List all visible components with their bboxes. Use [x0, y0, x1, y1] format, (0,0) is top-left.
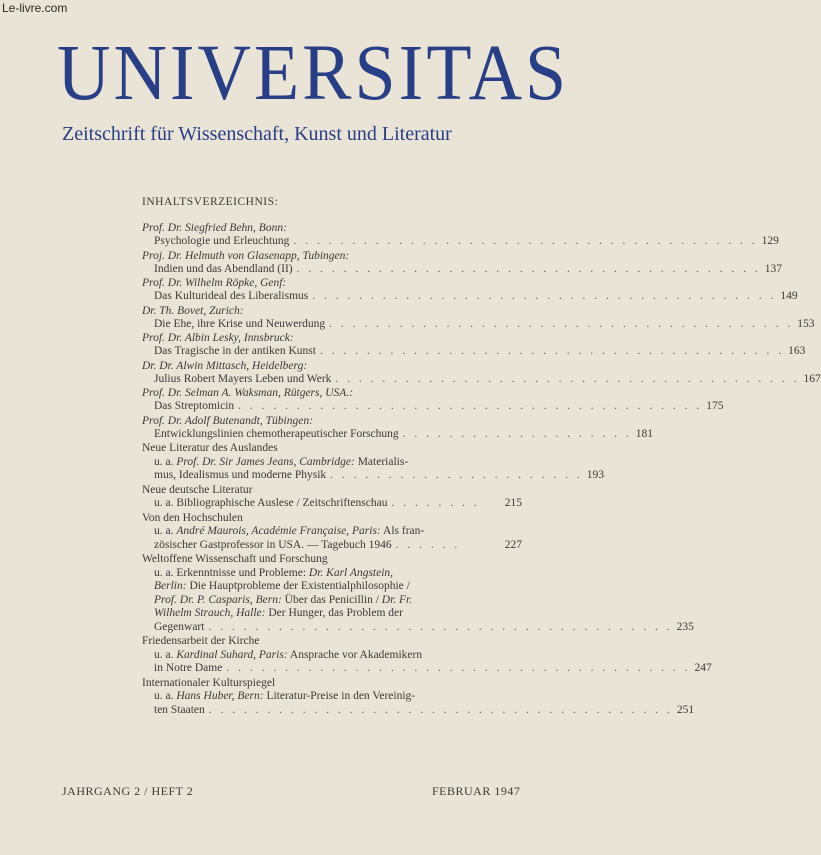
section-text: Literatur-Preise in den Vereinig-	[263, 690, 416, 702]
section-text: Gegenwart	[154, 620, 205, 633]
issue-date: FEBRUAR 1947	[432, 784, 521, 798]
section-heading: Neue Literatur des Auslandes	[142, 442, 278, 454]
entry-author: Prof. Dr. Wilhelm Röpke, Genf:	[142, 277, 287, 289]
section-text: Die Hauptprobleme der Existentialphilosophie /	[186, 580, 410, 592]
entry-page: 129	[761, 235, 779, 247]
toc-entry: Prof. Dr. Siegfried Behn, Bonn: Psychologie und Erleuchtung . . . . . . . . . . . . . . . . . . . . . . . . . . . . . . . . . . . . . . . . 129	[142, 222, 779, 247]
watermark: Le-livre.com	[2, 1, 68, 15]
entry-title: Das Streptomicin	[154, 400, 235, 412]
toc-entry: Proj. Dr. Helmuth von Glasenapp, Tubingen: Indien und das Abendland (II) . . . . . . . . . . . . . . . . . . . . . . . . . . . . . . . . . . . . . . . . 137	[142, 249, 782, 275]
section-heading: Weltoffene Wissenschaft und Forschung	[142, 553, 328, 565]
entry-title: Indien und das Abendland (II)	[154, 262, 293, 275]
entry-page: 181	[635, 427, 654, 440]
toc-heading: INHALTSVERZEICHNIS:	[142, 196, 279, 208]
toc-entry: Dr. Dr. Alwin Mittasch, Heidelberg: Julius Robert Mayers Leben und Werk . . . . . . . . . . . . . . . . . . . . . . . . . . . . . . . . . . . . . . . . 167	[142, 359, 821, 385]
toc-entry: Dr. Th. Bovet, Zurich: Die Ehe, ihre Krise und Neuwerdung . . . . . . . . . . . . . . . . . . . . . . . . . . . . . . . . . . . . . . . . 153	[142, 304, 815, 330]
entry-author: Prof. Dr. Siegfried Behn, Bonn:	[142, 222, 287, 234]
toc-entry: Prof. Dr. Selman A. Waksman, Rütgers, USA.: Das Streptomicin . . . . . . . . . . . . . . . . . . . . . . . . . . . . . . . . . . . . . . . . 175	[142, 387, 724, 412]
entry-page: 251	[676, 703, 695, 716]
section-heading: Von den Hochschulen	[142, 511, 243, 524]
section-text: Der Hunger, das Problem der	[265, 607, 403, 619]
section-text: u. a.	[154, 648, 177, 661]
entry-page: 163	[788, 345, 806, 357]
section-text: Materialis-	[354, 455, 409, 468]
section-heading: Neue deutsche Literatur	[142, 483, 253, 496]
section-author: Dr. Fr.	[381, 593, 413, 606]
section-author: Prof. Dr. P. Casparis, Bern:	[154, 593, 282, 606]
entry-author: Dr. Dr. Alwin Mittasch, Heidelberg:	[142, 359, 308, 372]
masthead-subtitle: Zeitschrift für Wissenschaft, Kunst und Literatur	[62, 123, 452, 145]
entry-page: 149	[780, 290, 798, 302]
section-author: Kardinal Suhard, Paris:	[176, 648, 288, 661]
section-author: André Maurois, Académie Française, Paris:	[176, 525, 381, 537]
toc-entry: Prof. Dr. Albin Lesky, Innsbruck: Das Tragische in der antiken Kunst . . . . . . . . . . . . . . . . . . . . . . . . . . . . . . . . . . . . . . . . 163	[142, 332, 806, 357]
toc-entry: Prof. Dr. Adolf Butenandt, Tübingen: Entwicklungslinien chemotherapeutischer Forschung . . . . . . . . . . . . . . . . . . . . 181	[142, 414, 654, 440]
entry-title: Entwicklungslinien chemotherapeutischer Forschung	[154, 427, 399, 440]
section-author: Hans Huber, Bern:	[176, 690, 264, 702]
section-heading: Friedensarbeit der Kirche	[142, 635, 260, 647]
section-author: Berlin:	[154, 580, 187, 592]
section-text: zösischer Gastprofessor in USA. — Tagebuch 1946	[154, 538, 392, 551]
entry-page: 215	[504, 497, 522, 509]
masthead-title: UNIVERSITAS	[57, 28, 570, 118]
section-heading: Internationaler Kulturspiegel	[142, 676, 276, 689]
entry-author: Prof. Dr. Albin Lesky, Innsbruck:	[142, 332, 294, 344]
issue-number: JAHRGANG 2 / HEFT 2	[62, 784, 194, 798]
table-of-contents: Prof. Dr. Siegfried Behn, Bonn: Psychologie und Erleuchtung . . . . . . . . . . . . . . . . . . . . . . . . . . . . . . . . . . . . . . . . 129 Proj. Dr. Helmuth von Glasenapp, Tubingen: Indien und das Abendland (II) . . . . . . . . . . . . . . . . . . . . . . . . . . . . . . . . . . . . . . . . 137 Prof. Dr. Wilhelm Röpke, Genf: Das Kulturideal des Liberalismus . . . . . . . . . . . . . . . . . . . . . . . . . . . . . . . . . . . . . . . . 149 Dr. Th. Bovet, Zurich: Die Ehe, ihre Krise und Neuwerdung . . . . . . . . . . . . . . . . . . . . . . . . . . . . . . . . . . . . . . . . 153 Prof. Dr. Albin Lesky, Innsbruck: Das Tragische in der antiken Kunst . . . . . . . . . . . . . . . . . . . . . . . . . . . . . . . . . . . . . . . . 163 Dr. Dr. Alwin Mittasch, Heidelberg: Julius Robert Mayers Leben und Werk . . . . . . . . . . . . . . . . . . . . . . . . . . . . . . . . . . . . . . . . 167 Prof. Dr. Selman A. Waksman, Rütgers, USA.: Das Streptomicin . . . . . . . . . . . . . . . . . . . . . . . . . . . . . . . . . . . . . . . . 175 Prof. Dr. Adolf Butenandt, Tübingen: Entwicklungslinien chemotherapeutischer Forschung . . . . . . . . . . . . . . . . . . . . 181 Neue Literatur des Auslandes u. a. Prof. Dr. Sir James Jeans, Cambridge: Materialis- mus, Idealismus und moderne Physik . . . . . . . . . . . . . . . . . . . . . . 193 Neue deutsche Literatur u. a. Bibliographische Auslese / Zeitschriftenschau . . . . . . . . 215 Von den Hochschulen u. a. André Maurois, Académie Française, Paris: Als fran- zösischer Gastprofessor in USA. — Tagebuch 1946 . . . . . . 227 Weltoffene Wissenschaft und Forschung u. a. Erkenntnisse und Probleme: Dr. Karl Angstein, Berlin: Die Hauptprobleme der Existentialphilosophie / Prof. Dr. P. Casparis, Bern: Über das Penicillin / Dr. Fr. Wilhelm Strauch, Halle: Der Hunger, das Problem der Gegenwart . . . . . . . . . . . . . . . . . . . . . . . . . . . . . . . . . . . . . . . . 235 Friedensarbeit der Kirche u. a. Kardinal Suhard, Paris: Ansprache vor Akademikern in Notre Dame . . . . . . . . . . . . . . . . . . . . . . . . . . . . . . . . . . . . . . . . 247 Internationaler Kulturspiegel u. a. Hans Huber, Bern: Literatur-Preise in den Vereinig- ten Staaten . . . . . . . . . . . . . . . . . . . . . . . . . . . . . . . . . . . . . . . . 251	[142, 222, 821, 716]
entry-page: 175	[706, 400, 724, 412]
section-text: mus, Idealismus und moderne Physik	[154, 469, 327, 481]
entry-page: 227	[504, 538, 522, 551]
entry-author: Proj. Dr. Helmuth von Glasenapp, Tubingen:	[142, 249, 350, 262]
section-text: Über das Penicillin /	[281, 593, 382, 606]
entry-title: Das Tragische in der antiken Kunst	[154, 345, 316, 357]
entry-page: 167	[803, 372, 821, 385]
entry-page: 153	[797, 317, 815, 330]
entry-author: Prof. Dr. Selman A. Waksman, Rütgers, USA.:	[142, 387, 354, 399]
entry-title: Die Ehe, ihre Krise und Neuwerdung	[154, 317, 326, 330]
entry-page: 193	[586, 469, 605, 481]
section-text: in Notre Dame	[154, 662, 223, 674]
section-text: u. a.	[154, 455, 177, 468]
section-text: Ansprache vor Akademikern	[287, 648, 423, 661]
section-text: u. a. Erkenntnisse und Probleme:	[154, 566, 309, 579]
entry-page: 137	[764, 262, 782, 275]
toc-entry: Prof. Dr. Wilhelm Röpke, Genf: Das Kulturideal des Liberalismus . . . . . . . . . . . . . . . . . . . . . . . . . . . . . . . . . . . . . . . . 149	[142, 277, 798, 302]
section-author: Dr. Karl Angstein,	[308, 566, 394, 579]
entry-title: Julius Robert Mayers Leben und Werk	[154, 372, 332, 385]
entry-page: 247	[694, 662, 712, 674]
section-author: Prof. Dr. Sir James Jeans, Cambridge:	[176, 455, 355, 468]
section-author: Wilhelm Strauch, Halle:	[154, 607, 266, 619]
entry-title: Das Kulturideal des Liberalismus	[154, 290, 309, 302]
entry-page: 235	[676, 620, 694, 633]
section-text: Als fran-	[380, 525, 425, 537]
section-text: u. a.	[154, 525, 177, 537]
entry-author: Dr. Th. Bovet, Zurich:	[142, 304, 244, 317]
section-text: u. a.	[154, 690, 177, 702]
section-text: u. a. Bibliographische Auslese / Zeitschriftenschau	[154, 497, 388, 509]
entry-title: Psychologie und Erleuchtung	[154, 235, 290, 247]
entry-author: Prof. Dr. Adolf Butenandt, Tübingen:	[142, 414, 313, 427]
section-text: ten Staaten	[154, 703, 205, 716]
